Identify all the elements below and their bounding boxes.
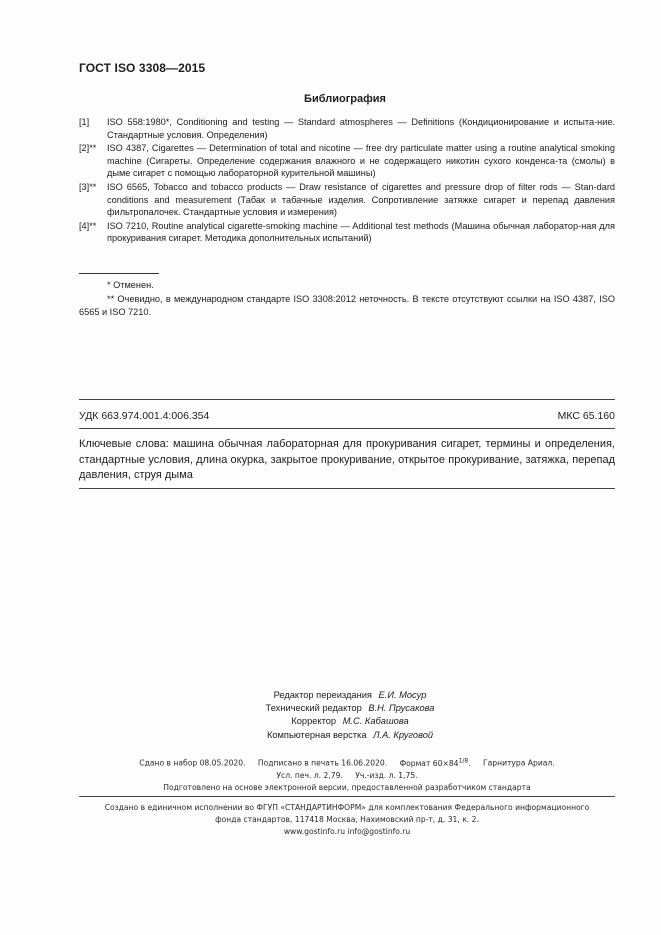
bibliography-entry: [79, 181, 615, 219]
credit-line: [200, 689, 500, 702]
credit-role: Редактор переиздания: [273, 690, 372, 700]
entry-number: [2]**: [79, 143, 97, 154]
publisher-line: Создано в единичном исполнении во ФГУП «СТАНДАРТИНФОРМ» для комплектования Федерального информационного: [104, 803, 590, 812]
entry-text: ISO 7210, Routine analytical cigarette-smoking machine — Additional test methods (Машина обычная лаборатор-ная для прокуривания сигарет. Методика дополнительных испытаний): [107, 220, 615, 244]
publication-sheets: Уч.-изд. л. 1,75.: [355, 770, 418, 780]
imprint-rule: [79, 796, 615, 797]
credit-role: Технический редактор: [265, 703, 362, 714]
entry-text: ISO 4387, Cigarettes — Determination of total and nicotine — free dry particulate matter using a routine analytical smoking machine (Сигареты. Определение содержания влажного и не содержащего никотин сухого конденса-та (смолы) в дыме сигарет с помощью лабораторной курительной машины): [107, 143, 615, 179]
document-code: ГОСТ ISO 3308—2015: [79, 61, 206, 75]
publisher-address: фонда стандартов, 117418 Москва, Нахимовский пр-т, д. 31, к. 2.: [215, 815, 479, 825]
entry-number: [3]**: [79, 181, 97, 192]
entry-text: ISO 6565, Tobacco and tobacco products — Draw resistance of cigarettes and pressure drop of filter rods — Stan-dard conditions and measurement (Табак и табачные изделия. Сопротивление затяжке сигарет и перепад давления фильтропалочек. Стандартные условия и измерения): [107, 181, 615, 218]
print-details: [79, 755, 615, 794]
mks-code: МКС 65.160: [557, 410, 615, 422]
entry-text: ISO 558:1980*, Conditioning and testing — Standard atmospheres — Definitions (Кондиционирование и испыта-ние. Стандартные условия. Определения): [107, 117, 615, 140]
credits-block: [200, 689, 500, 742]
bibliography-entry: [79, 142, 615, 180]
paper-format: Формат $60\times 84^{1/8}$.: [399, 757, 471, 768]
print-sheets: Усл. печ. л. 2,79.: [276, 770, 343, 780]
bibliography-title: Библиография: [304, 93, 386, 105]
credit-line: [200, 729, 500, 742]
credit-role: Компьютерная верстка: [266, 729, 367, 740]
bibliography-entry: [79, 116, 615, 141]
prepared-note: Подготовлено на основе электронной версии, предоставленной разработчиком стандарта: [163, 782, 531, 792]
keywords-paragraph: Ключевые слова: машина обычная лабораторная для прокуривания сигарет, термины и определения, стандартные условия, длина окурка, закрытое прокуривание, открытое прокуривание, затяжка, перепад давления, струя дыма: [79, 438, 615, 482]
signed-date: Подписано в печать 16.06.2020.: [257, 758, 388, 768]
credit-name: М.С. Кабашова: [342, 716, 409, 727]
submitted-date: Сдано в набор 08.05.2020.: [139, 758, 246, 768]
website-link[interactable]: www.gostinfo.ru: [283, 827, 346, 837]
entry-number: [4]**: [79, 220, 97, 231]
bibliography-entry: [79, 220, 615, 245]
typeface: Гарнитура Ариал.: [483, 758, 555, 768]
credit-name: Л.А. Круговой: [373, 729, 434, 740]
publisher-info: [79, 802, 615, 839]
bibliography-list: [79, 116, 615, 246]
footnote-cancelled: * Отменен.: [107, 280, 154, 290]
email-link[interactable]: info@gostinfo.ru: [347, 827, 411, 837]
credit-line: [200, 715, 500, 728]
udc-code: УДК 663.974.001.4:006.354: [79, 410, 210, 422]
classification-top-rule: [79, 399, 615, 400]
entry-number: [1]: [79, 117, 90, 127]
credit-role: Корректор: [291, 716, 337, 727]
classification-bottom-rule: [79, 428, 615, 429]
credit-name: В.Н. Прусакова: [368, 703, 435, 714]
footnote-divider: [79, 273, 159, 274]
credit-name: Е.И. Мосур: [378, 690, 427, 700]
keywords-bottom-rule: [79, 488, 615, 489]
footnote-inaccuracy: ** Очевидно, в международном стандарте ISO 3308:2012 неточность. В тексте отсутствуют ссылки на ISO 4387, ISO 6565 и ISO 7210.: [79, 294, 615, 317]
credit-line: [200, 702, 500, 715]
